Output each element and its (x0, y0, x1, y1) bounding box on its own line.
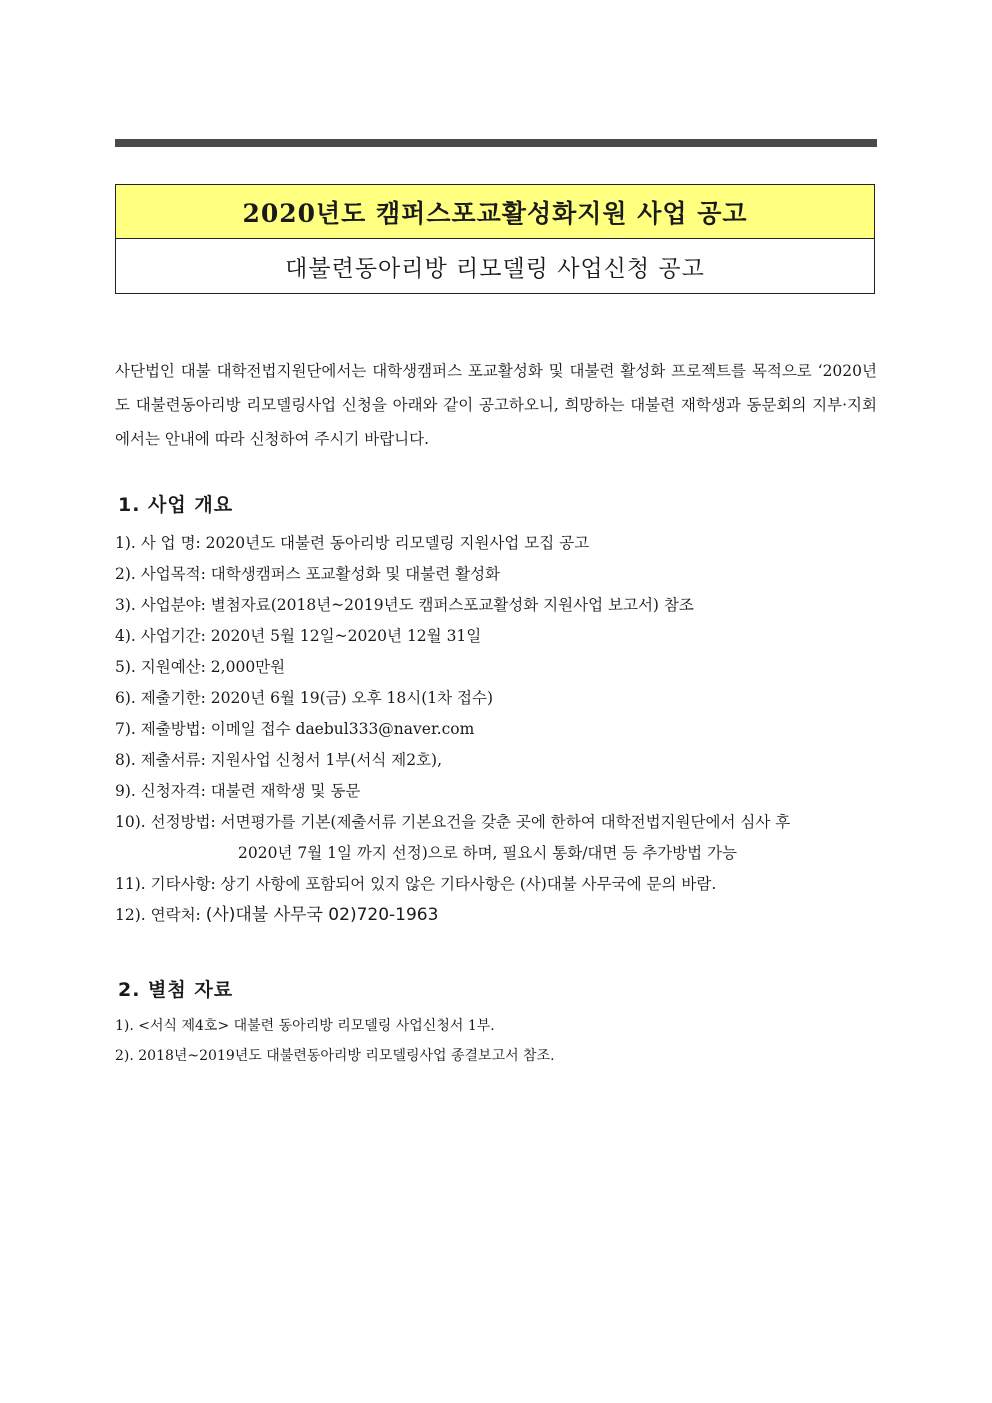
list-item: 1). <서식 제4호> 대불련 동아리방 리모델링 사업신청서 1부. (115, 1018, 495, 1034)
page-title: 2020년도 캠퍼스포교활성화지원 사업 공고 (116, 185, 874, 239)
list-item (115, 807, 885, 869)
list-item: 9). 신청자격: 대불련 재학생 및 동문 (115, 782, 361, 800)
submission-method-text: 7). 제출방법: 이메일 접수 daebul333@naver.com (115, 720, 475, 738)
list-item: 3). 사업분야: 별첨자료(2018년~2019년도 캠퍼스포교활성화 지원사업 보고서) 참조 (115, 596, 694, 614)
list-item (115, 900, 885, 931)
list-item: 11). 기타사항: 상기 사항에 포함되어 있지 않은 기타사항은 (사)대불 사무국에 문의 바람. (115, 875, 717, 893)
selection-method-line1: 10). 선정방법: 서면평가를 기본(제출서류 기본요건을 갖춘 곳에 한하여 대학전법지원단에서 심사 후 (115, 813, 791, 831)
top-divider (115, 139, 877, 147)
overview-list (115, 528, 885, 931)
intro-paragraph: 사단법인 대불 대학전법지원단에서는 대학생캠퍼스 포교활성화 및 대불련 활성화 프로젝트를 목적으로 ‘2020년도 대불련동아리방 리모델링사업 신청을 아래와 같이 공고하오니, 희망하는 대불련 재학생과 동문회의 지부·지회에서는 안내에 따라 신청하여 주시기 바랍니다. (115, 362, 877, 448)
page-subtitle: 대불련동아리방 리모델링 사업신청 공고 (285, 256, 705, 282)
section-heading-overview: 1. 사업 개요 (118, 494, 234, 516)
list-item: 5). 지원예산: 2,000만원 (115, 658, 286, 676)
section-heading-attachments: 2. 별첨 자료 (118, 979, 234, 1001)
list-item: 2). 사업목적: 대학생캠퍼스 포교활성화 및 대불련 활성화 (115, 565, 501, 583)
list-item: 8). 제출서류: 지원사업 신청서 1부(서식 제2호), (115, 751, 443, 769)
title-box (115, 184, 875, 294)
selection-method-line2: 2020년 7월 1일 까지 선정)으로 하며, 필요시 통화/대면 등 추가방법 가능 (238, 844, 737, 862)
list-item: 6). 제출기한: 2020년 6월 19(금) 오후 18시(1차 접수) (115, 689, 494, 707)
list-item: 4). 사업기간: 2020년 5월 12일~2020년 12월 31일 (115, 627, 482, 645)
list-item: 2). 2018년~2019년도 대불련동아리방 리모델링사업 종결보고서 참조. (115, 1048, 555, 1064)
contact-value: (사)대불 사무국 02)720-1963 (205, 905, 439, 925)
list-item (115, 714, 885, 745)
attachments-list (115, 1011, 877, 1071)
contact-label: 12). 연락처: (115, 906, 206, 924)
list-item: 1). 사 업 명: 2020년도 대불련 동아리방 리모델링 지원사업 모집 공고 (115, 534, 590, 552)
